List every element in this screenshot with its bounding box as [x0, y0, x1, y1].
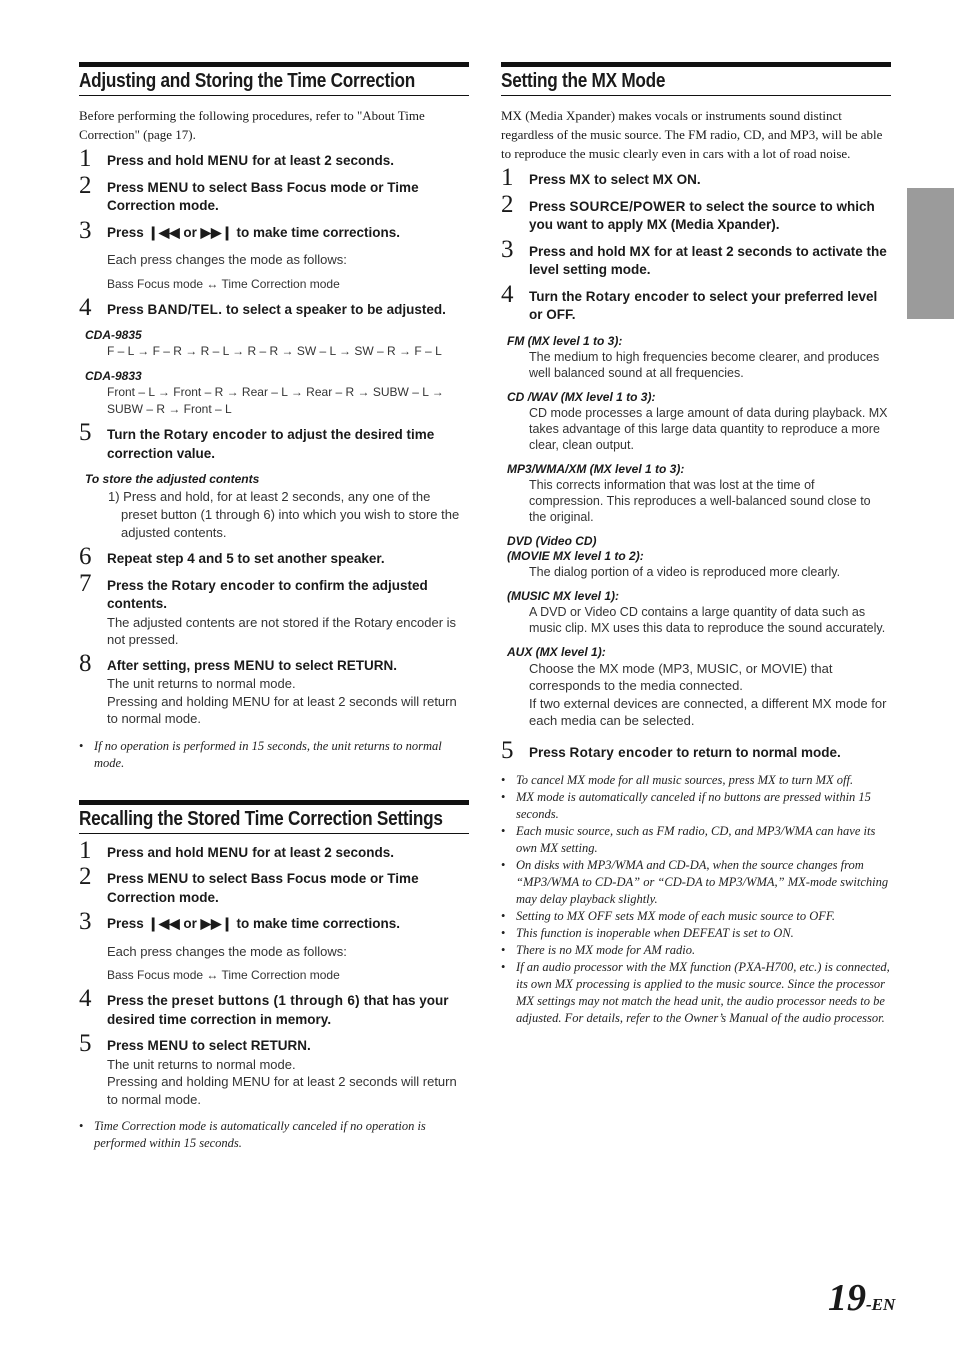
- step-1: [79, 836, 469, 864]
- button-name: MENU: [207, 844, 249, 860]
- next-track-icon: ▶▶❙: [200, 916, 233, 931]
- button-name: Rotary encoder: [171, 577, 275, 593]
- step-number: 6: [79, 543, 92, 570]
- step-text: Turn the Rotary encoder to adjust the desired time correction value.: [107, 427, 435, 461]
- section-title: Adjusting and Storing the Time Correction: [79, 70, 415, 92]
- left-column: [79, 62, 469, 1152]
- section-heading-mx-mode: [501, 62, 891, 96]
- button-name: preset buttons (1 through 6): [171, 993, 360, 1008]
- step-4: [501, 280, 891, 325]
- mode-heading: (MUSIC MX level 1):: [507, 588, 620, 603]
- step-text: Press MENU to select Bass Focus mode or Time Correction mode.: [107, 871, 419, 905]
- button-name: MX: [569, 172, 591, 187]
- step-number: 2: [79, 171, 92, 199]
- step-note: The unit returns to normal mode.: [107, 676, 296, 691]
- notes-list: [79, 1118, 469, 1152]
- note-item: • On disks with MP3/WMA and CD-DA, when the source changes from “MP3/WMA to CD-DA” or “CD-DA to MP3/WMA,” MX-mode switching may delay playback slightly.: [501, 857, 891, 908]
- note-item: • This function is inoperable when DEFEAT is set to ON.: [501, 925, 891, 942]
- step-number: 5: [79, 419, 92, 446]
- step-note: Pressing and holding MENU for at least 2 seconds will return to normal mode.: [107, 693, 457, 726]
- mode-sequence: Bass Focus mode ↔ Time Correction mode: [107, 968, 340, 982]
- step-1: [79, 145, 469, 172]
- section-title: Recalling the Stored Time Correction Settings: [79, 807, 443, 830]
- step-text: Press Rotary encoder to return to normal mode.: [529, 744, 841, 760]
- step-note: Each press changes the mode as follows:: [107, 252, 347, 267]
- button-name: MENU: [207, 153, 249, 168]
- button-name: BAND/TEL.: [147, 301, 223, 317]
- step-3: [501, 235, 891, 280]
- model-label: CDA-9835: [85, 328, 142, 342]
- step-number: 3: [79, 908, 92, 935]
- note-item: • To cancel MX mode for all music sources, press MX to turn MX off.: [501, 772, 891, 789]
- speaker-sequence: Front – L → Front – R → Rear – L → Rear – R → SUBW – L → SUBW – R → Front – L: [107, 385, 444, 416]
- step-text: Press MENU to select Bass Focus mode or Time Correction mode.: [107, 179, 419, 213]
- step-note: Each press changes the mode as follows:: [107, 943, 347, 959]
- step-5: [501, 736, 891, 764]
- step-text: Press ❙◀◀ or ▶▶❙ to make time corrections.: [107, 224, 469, 243]
- intro-text: Before performing the following procedures, refer to "About Time Correction" (page 17).: [79, 108, 425, 142]
- section-title: Setting the MX Mode: [501, 70, 666, 92]
- button-name: Rotary encoder: [569, 744, 673, 760]
- step-2: [79, 863, 469, 907]
- step-3: [79, 908, 469, 984]
- mode-description: This corrects information that was lost at the time of compression. This reproduces a well-balanced sound close to the original.: [529, 477, 871, 524]
- step-note: The adjusted contents are not stored if the Rotary encoder is not pressed.: [107, 614, 457, 647]
- step-2: [501, 190, 891, 235]
- mode-heading: CD /WAV (MX level 1 to 3):: [507, 389, 656, 404]
- intro-text: MX (Media Xpander) makes vocals or instruments sound distinct regardless of the music source. The FM radio, CD, and MP3, will be able to reproduce the music clearly even in cars with a lot of road noise.: [501, 108, 883, 161]
- button-name: MENU: [147, 179, 189, 195]
- button-name: SOURCE/POWER: [569, 198, 686, 214]
- section-heading-recall: [79, 800, 469, 834]
- button-name: MENU: [147, 1038, 189, 1053]
- step-text: Press the preset buttons (1 through 6) that has your desired time correction in memory.: [107, 993, 449, 1027]
- page-number-value: 19: [828, 1277, 866, 1319]
- button-name: MX: [629, 243, 651, 259]
- step-5: [79, 419, 469, 463]
- mode-heading: FM (MX level 1 to 3):: [507, 333, 623, 348]
- section-tab-marker: [907, 188, 954, 319]
- mode-description: A DVD or Video CD contains a large quantity of data such as music clip. MX uses this data to reproduce the sound accurately.: [529, 604, 886, 635]
- button-name: Rotary encoder: [585, 288, 689, 304]
- step-number: 5: [79, 1030, 92, 1057]
- section-heading-time-correction: [79, 62, 469, 96]
- step-text: Repeat step 4 and 5 to set another speaker.: [107, 551, 385, 566]
- previous-track-icon: ❙◀◀: [147, 224, 180, 240]
- step-6: [79, 543, 469, 570]
- button-name: MENU: [147, 871, 189, 886]
- step-number: 2: [79, 863, 92, 890]
- step-text: Press and hold MENU for at least 2 seconds.: [107, 153, 395, 168]
- step-number: 1: [501, 164, 514, 191]
- step-text: Press ❙◀◀ or ▶▶❙ to make time corrections.: [107, 915, 469, 934]
- page-number: [828, 1276, 895, 1320]
- step-text: Press SOURCE/POWER to select the source to which you want to apply MX (Media Xpander).: [529, 198, 875, 232]
- note-item: • Time Correction mode is automatically canceled if no operation is performed within 15 seconds.: [79, 1118, 469, 1152]
- step-text: Press and hold MX for at least 2 seconds to activate the level setting mode.: [529, 243, 887, 277]
- step-number: 8: [79, 649, 92, 677]
- step-1: [501, 164, 891, 191]
- step-4: [79, 293, 469, 321]
- step-text: After setting, press MENU to select RETURN.: [107, 657, 398, 673]
- mode-description: Choose the MX mode (MP3, MUSIC, or MOVIE) that corresponds to the media connected.: [529, 660, 833, 693]
- step-number: 3: [79, 216, 92, 244]
- list-item: 1) Press and hold, for at least 2 seconds, any one of the preset button (1 through 6) into which you wish to store the adjusted contents.: [108, 489, 460, 540]
- right-column: [501, 62, 891, 1027]
- mode-description: CD mode processes a large amount of data during playback. MX takes advantage of this large data quantity to reproduce a more clear, clean output.: [529, 405, 888, 452]
- notes-list: [79, 738, 469, 772]
- mode-heading: (MOVIE MX level 1 to 2):: [507, 548, 644, 563]
- step-note: The unit returns to normal mode.: [107, 1056, 296, 1072]
- step-text: Press BAND/TEL. to select a speaker to be adjusted.: [107, 301, 446, 317]
- step-text: Press MX to select MX ON.: [529, 172, 701, 187]
- step-number: 1: [79, 145, 92, 172]
- step-4: [79, 985, 469, 1029]
- notes-list: [501, 772, 891, 1027]
- note-item: • There is no MX mode for AM radio.: [501, 942, 891, 959]
- step-2: [79, 171, 469, 216]
- step-number: 4: [79, 985, 92, 1012]
- button-name: Rotary encoder: [163, 427, 267, 442]
- mode-heading: AUX (MX level 1):: [507, 644, 606, 659]
- next-track-icon: ▶▶❙: [200, 224, 233, 240]
- step-text: Press the Rotary encoder to confirm the adjusted contents.: [107, 577, 428, 611]
- step-number: 2: [501, 190, 514, 218]
- step-7: [79, 569, 469, 649]
- previous-track-icon: ❙◀◀: [147, 916, 180, 931]
- step-note: Pressing and holding MENU for at least 2 seconds will return to normal mode.: [107, 1074, 457, 1107]
- model-label: CDA-9833: [85, 369, 142, 383]
- step-number: 5: [501, 736, 514, 764]
- note-item: • Each music source, such as FM radio, CD, and MP3/WMA can have its own MX setting.: [501, 823, 891, 857]
- mode-description: The dialog portion of a video is reproduced more clearly.: [529, 564, 841, 579]
- mode-sequence: Bass Focus mode ↔ Time Correction mode: [107, 276, 340, 291]
- step-5: [79, 1030, 469, 1108]
- step-text: Press MENU to select RETURN.: [107, 1038, 311, 1053]
- step-8: [79, 649, 469, 728]
- speaker-sequence: F – L → F – R → R – L → R – R → SW – L → SW – R → F – L: [107, 344, 442, 358]
- mode-description: The medium to high frequencies become clearer, and produces well balanced sound at all frequencies.: [529, 349, 880, 380]
- step-number: 4: [501, 280, 514, 308]
- mode-heading: MP3/WMA/XM (MX level 1 to 3):: [507, 461, 685, 476]
- note-item: • MX mode is automatically canceled if no buttons are pressed within 15 seconds.: [501, 789, 891, 823]
- note-item: • Setting to MX OFF sets MX mode of each music source to OFF.: [501, 908, 891, 925]
- step-3: [79, 216, 469, 293]
- step-text: Turn the Rotary encoder to select your preferred level or OFF.: [529, 288, 878, 322]
- note-item: • If no operation is performed in 15 seconds, the unit returns to normal mode.: [79, 738, 469, 772]
- mode-description: If two external devices are connected, a different MX mode for each media can be selected.: [529, 695, 887, 728]
- mode-heading: DVD (Video CD): [507, 533, 597, 548]
- page-number-suffix: -EN: [866, 1295, 896, 1314]
- step-number: 4: [79, 293, 92, 321]
- step-number: 3: [501, 235, 514, 263]
- note-item: • If an audio processor with the MX function (PXA-H700, etc.) is connected, its own MX processing is applied to the music source. Since the processor MX settings may not match the head unit, the audio processor needs to be adjusted. For details, refer to the Owner’s Manual of the audio processor.: [501, 959, 891, 1027]
- step-text: Press and hold MENU for at least 2 seconds.: [107, 844, 395, 860]
- subheading: To store the adjusted contents: [85, 472, 260, 486]
- step-number: 1: [79, 836, 92, 864]
- step-number: 7: [79, 569, 92, 597]
- button-name: MENU: [233, 657, 275, 673]
